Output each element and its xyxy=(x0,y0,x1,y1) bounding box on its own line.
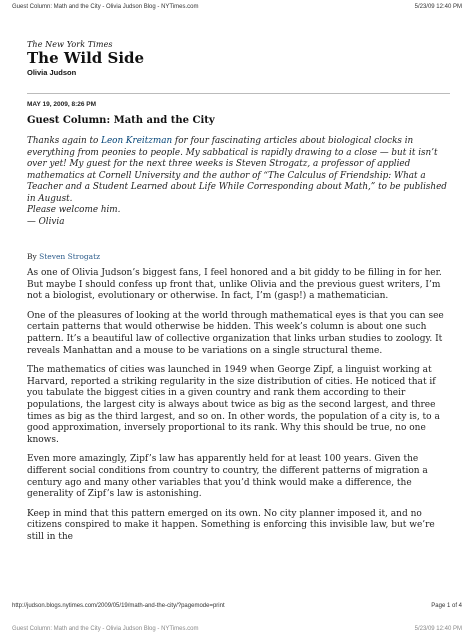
byline xyxy=(27,252,100,261)
print-header-datetime: 5/23/09 12:40 PM xyxy=(414,4,462,10)
article-paragraph: One of the pleasures of looking at the world through mathematical eyes is that you can see certain patterns that would otherwise be hidden. This week’s column is about one such pattern. It’s a beautiful law of collective organization that links urban studies to zoology. It reveals Manhattan and a mouse to be variations on a single structural theme. xyxy=(27,310,444,356)
byline-author-link[interactable]: Steven Strogatz xyxy=(39,252,101,261)
masthead xyxy=(27,40,144,77)
intro-text-start: Thanks again to xyxy=(27,136,102,146)
article-paragraph: Keep in mind that this pattern emerged on its own. No city planner imposed it, and no citizens conspired to make it happen. Something is enforcing this invisible law, but we’re still in the xyxy=(27,508,435,542)
post-title: Guest Column: Math and the City xyxy=(27,115,215,126)
post-dateline: MAY 19, 2009, 8:26 PM xyxy=(27,101,97,108)
blog-author: Olivia Judson xyxy=(27,68,77,77)
article-paragraph: As one of Olivia Judson’s biggest fans, I feel honored and a bit giddy to be filling in for her. But maybe I should confess up front that, unlike Olivia and the previous guest writers, I’m not a biologist, evolutionary or otherwise. In fact, I’m (gasp!) a mathematician. xyxy=(27,268,442,302)
print-footer-url: http://judson.blogs.nytimes.com/2009/05/19/math-and-the-city/?pagemode=print xyxy=(12,603,225,609)
intro-paragraph xyxy=(27,136,451,205)
next-page-header xyxy=(12,626,462,632)
article-paragraph: Even more amazingly, Zipf’s law has apparently held for at least 100 years. Given the different social conditions from country to country, the different patterns of migration a century ago and many other variables that you’d think would make a difference, the generality of Zipf’s law is astonishing. xyxy=(27,454,428,500)
blog-title[interactable]: The Wild Side xyxy=(27,49,145,67)
intro-note xyxy=(27,136,451,228)
print-header-title: Guest Column: Math and the City - Olivia Judson Blog - NYTimes.com xyxy=(12,4,199,10)
guest-link-leon-kreitzman[interactable]: Leon Kreitzman xyxy=(101,136,173,146)
nyt-logo[interactable]: The New York Times xyxy=(27,40,113,49)
article-paragraph: The mathematics of cities was launched in 1949 when George Zipf, a linguist working at Harvard, reported a striking regularity in the size distribution of cities. He noticed that if you tabulate the biggest cities in a given country and rank them according to their populations, the largest city is always about twice as big as the second largest, and three times as big as the third largest, and so on. In other words, the population of a city is, to a good approximation, inversely proportional to its rank. Why this should be true, no one knows. xyxy=(27,365,440,445)
print-footer xyxy=(12,603,462,609)
intro-welcome: Please welcome him. xyxy=(27,205,121,215)
next-page-header-datetime: 5/23/09 12:40 PM xyxy=(414,626,462,632)
byline-prefix: By xyxy=(27,252,40,261)
print-footer-page: Page 1 of 4 xyxy=(431,603,462,609)
article-body xyxy=(27,268,451,551)
header-divider xyxy=(27,93,450,94)
print-header xyxy=(12,4,462,10)
intro-text-end: for four fascinating articles about biological clocks in everything from peonies to people. My sabbatical is rapidly drawing to a close — but it isn’t over yet! My guest for the next three weeks is Steven Strogatz, a professor of applied mathematics at Cornell University and the author of “The Calculus of Friendship: What a Teacher and a Student Learned about Life While Corresponding about Math,” to be published in August. xyxy=(27,136,447,204)
next-page-header-title: Guest Column: Math and the City - Olivia Judson Blog - NYTimes.com xyxy=(12,626,199,632)
intro-signature: — Olivia xyxy=(27,216,65,227)
